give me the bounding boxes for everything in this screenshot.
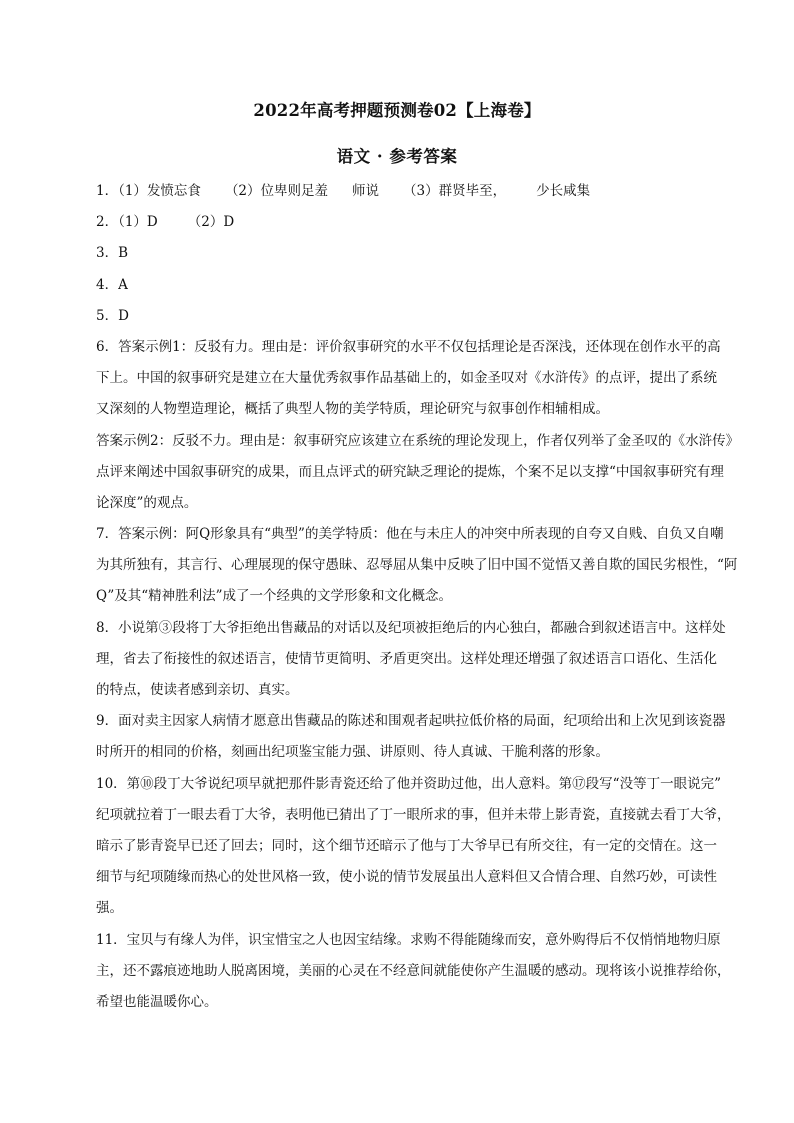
answer-6-line: 下上。中国的叙事研究是建立在大量优秀叙事作品基础上的，如金圣叹对《水浒传》的点评，提出了系统 xyxy=(96,370,717,387)
answer-7-line: 7．答案示例：阿Q形象具有“典型”的美学特质：他在与未庄人的冲突中所表现的自夸又自贱、自负又自嘲 xyxy=(96,526,724,543)
answer-10-line: 暗示了影青瓷早已还了回去；同时，这个细节还暗示了他与丁大爷早已有所交往，有一定的交情在。这一 xyxy=(96,837,717,854)
answer-8-line: 8．小说第③段将丁大爷拒绝出售藏品的对话以及纪项被拒绝后的内心独白，都融合到叙述语言中。这样处 xyxy=(96,619,726,636)
answer-6-example-2-line: 答案示例2：反驳不力。理由是：叙事研究应该建立在系统的理论发现上，作者仅列举了金圣叹的《水浒传》 xyxy=(96,432,740,449)
answer-10-line: 强。 xyxy=(96,900,123,917)
answer-6-example-2-line: 点评来阐述中国叙事研究的成果，而且点评式的研究缺乏理论的提炼，个案不足以支撑“中国叙事研究有理 xyxy=(96,463,724,480)
answer-1-part-3-text-a: 群贤毕至， xyxy=(438,183,507,199)
answer-2 xyxy=(96,207,718,238)
answer-1-part-2-text-b: 师说 xyxy=(352,183,380,199)
answer-7-line: Q”及其“精神胜利法”成了一个经典的文学形象和文化概念。 xyxy=(96,588,453,605)
answer-1 xyxy=(96,176,718,207)
answer-3: 3．B xyxy=(96,245,129,262)
answer-1-part-2-label: （2） xyxy=(224,183,261,199)
answer-2-part-1: （1）D xyxy=(118,214,158,231)
answer-10-line: 10．第⑩段丁大爷说纪项早就把那件影青瓷还给了他并资助过他，出人意料。第⑰段写“没等丁一眼说完” xyxy=(96,775,721,792)
answer-5: 5．D xyxy=(96,307,129,324)
answer-2-number: 2． xyxy=(96,214,119,231)
answer-11-line: 希望也能温暖你心。 xyxy=(96,993,218,1010)
answer-11-line: 11．宝贝与有缘人为伴，识宝惜宝之人也因宝结缘。求购不得能随缘而安，意外购得后不仅悄悄地物归原 xyxy=(96,931,721,948)
answer-2-part-2: （2）D xyxy=(187,214,235,231)
answer-list xyxy=(96,176,740,1018)
answer-4: 4．A xyxy=(96,276,128,293)
page-subtitle: 语文 · 参考答案 xyxy=(336,147,458,166)
answer-6-example-2-line: 论深度”的观点。 xyxy=(96,494,198,511)
answer-6-line: 又深刻的人物塑造理论，概括了典型人物的美学特质，理论研究与叙事创作相辅相成。 xyxy=(96,401,609,418)
answer-9-line: 时所开的相同的价格，刻画出纪项鉴宝能力强、讲原则、待人真诚、干脆利落的形象。 xyxy=(96,744,609,761)
answer-1-part-3-label: （3） xyxy=(403,183,439,199)
answer-1-number: 1． xyxy=(96,183,119,199)
answer-6-line: 6．答案示例1：反驳有力。理由是：评价叙事研究的水平不仅包括理论是否深浅，还体现在创作水平的高 xyxy=(96,338,721,355)
page-title: 2022年高考押题预测卷02【上海卷】 xyxy=(253,101,541,120)
answer-1-part-2-text-a: 位卑则足羞 xyxy=(260,183,329,199)
answer-11-line: 主，还不露痕迹地助人脱离困境，美丽的心灵在不经意间就能使你产生温暖的感动。现将该小说推荐给你， xyxy=(96,962,731,979)
answer-8-line: 的特点，使读者感到亲切、真实。 xyxy=(96,682,299,698)
answer-10-line: 纪项就拉着丁一眼去看丁大爷，表明他已猜出了丁一眼所求的事，但并未带上影青瓷，直接就去看丁大爷， xyxy=(96,806,731,823)
answer-1-part-1-label: （1） xyxy=(118,183,147,199)
answer-1-part-1-text: 发愤忘食 xyxy=(146,183,201,199)
answer-8-line: 理，省去了衔接性的叙述语言，使情节更简明、矛盾更突出。这样处理还增强了叙述语言口语化、生活化 xyxy=(96,650,717,667)
answer-10-line: 细节与纪项随缘而热心的处世风格一致，使小说的情节发展虽出人意料但又合情合理、自然巧妙，可读性 xyxy=(96,869,717,886)
answer-9-line: 9．面对卖主因家人病情才愿意出售藏品的陈述和围观者起哄拉低价格的局面，纪项给出和上次见到该瓷器 xyxy=(96,713,726,730)
answer-7-line: 为其所独有，其言行、心理展现的保守愚昧、忍辱屈从集中反映了旧中国不觉悟又善自欺的国民劣根性，“阿 xyxy=(96,557,738,574)
answer-1-part-3-text-b: 少长咸集 xyxy=(536,183,591,199)
